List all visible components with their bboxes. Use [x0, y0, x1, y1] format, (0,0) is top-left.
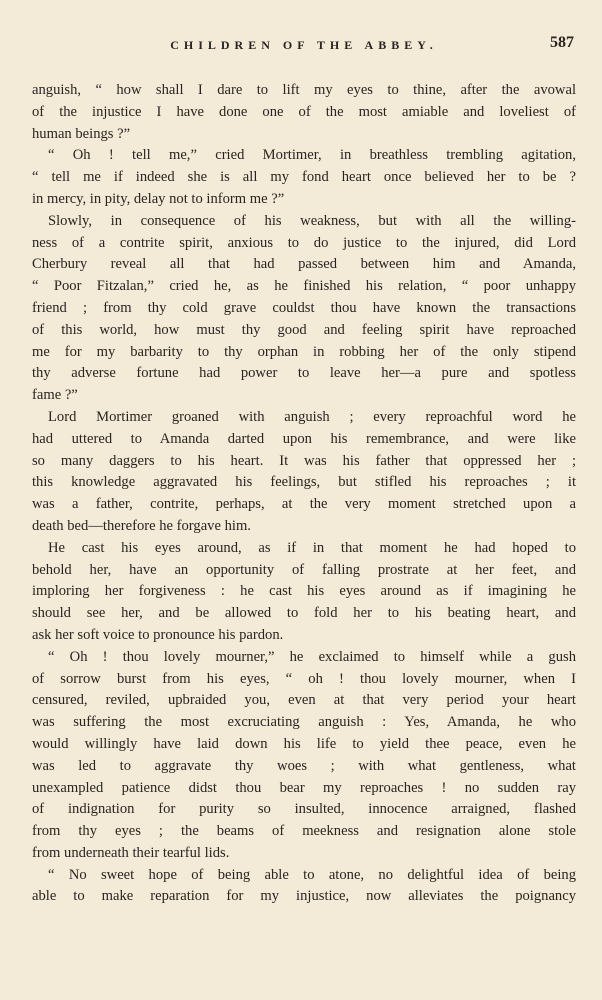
text-line: of sorrow burst from his eyes, “ oh ! thou lovely mourner, when I [32, 670, 576, 687]
body-text [32, 80, 576, 908]
text-line: should see her, and be allowed to fold her to his beating heart, and [32, 605, 576, 622]
page-header [32, 34, 576, 64]
text-line: in mercy, in pity, delay not to inform me ?” [32, 190, 285, 207]
text-line: censured, reviled, upbraided you, even at that very period your heart [32, 692, 576, 709]
text-line: was a father, contrite, perhaps, at the very moment stretched upon a [32, 496, 576, 513]
text-line: imploring her forgiveness : he cast his eyes around as if imagining he [32, 583, 576, 600]
text-line: from underneath their tearful lids. [32, 844, 230, 861]
text-line: of the injustice I have done one of the most amiable and loveliest of [32, 103, 576, 120]
text-line: from thy eyes ; the beams of meekness and resignation alone stole [32, 823, 576, 840]
text-line: so many daggers to his heart. It was his father that oppressed her ; [32, 452, 576, 469]
text-line: He cast his eyes around, as if in that moment he had hoped to [48, 539, 576, 556]
text-line: “ No sweet hope of being able to atone, no delightful idea of being [48, 866, 576, 883]
text-line: Slowly, in consequence of his weakness, but with all the willing- [48, 212, 576, 229]
text-line: “ Oh ! thou lovely mourner,” he exclaimed to himself while a gush [48, 648, 576, 665]
text-line: fame ?” [32, 387, 78, 404]
text-line: human beings ?” [32, 125, 131, 142]
text-line: able to make reparation for my injustice, now alleviates the poignancy [32, 888, 576, 905]
text-line: was led to aggravate thy woes ; with what gentleness, what [32, 757, 576, 774]
text-line: Lord Mortimer groaned with anguish ; every reproachful word he [48, 408, 576, 425]
text-line: thy adverse fortune had power to leave her—a pure and spotless [32, 365, 576, 382]
text-line: ask her soft voice to pronounce his pardon. [32, 626, 284, 643]
text-line: of this world, how must thy good and feeling spirit have reproached [32, 321, 576, 338]
text-line: unexampled patience didst thou bear my reproaches ! no sudden ray [32, 779, 576, 796]
text-line: had uttered to Amanda darted upon his remembrance, and were like [32, 430, 576, 447]
running-head: CHILDREN OF THE ABBEY. [170, 38, 438, 52]
page-number: 587 [550, 34, 574, 51]
text-line: would willingly have laid down his life to yield thee peace, even he [32, 735, 576, 752]
text-line: was suffering the most excruciating anguish : Yes, Amanda, he who [32, 714, 576, 731]
text-line: of indignation for purity so insulted, innocence arraigned, flashed [32, 801, 576, 818]
text-line: Cherbury reveal all that had passed between him and Amanda, [32, 256, 576, 273]
text-line: “ Poor Fitzalan,” cried he, as he finished his relation, “ poor unhappy [32, 278, 576, 295]
text-line: this knowledge aggravated his feelings, but stifled his reproaches ; it [32, 474, 576, 491]
text-line: “ tell me if indeed she is all my fond heart once believed her to be ? [32, 169, 576, 186]
text-line: behold her, have an opportunity of falling prostrate at her feet, and [32, 561, 576, 578]
text-line: me for my barbarity to thy orphan in robbing her of the only stipend [32, 343, 576, 360]
text-line: anguish, “ how shall I dare to lift my eyes to thine, after the avowal [32, 82, 576, 98]
text-line: friend ; from thy cold grave couldst thou have known the transactions [32, 299, 576, 316]
text-line: death bed—therefore he forgave him. [32, 517, 251, 534]
text-line: “ Oh ! tell me,” cried Mortimer, in breathless trembling agitation, [48, 147, 576, 164]
text-line: ness of a contrite spirit, anxious to do justice to the injured, did Lord [32, 234, 576, 251]
